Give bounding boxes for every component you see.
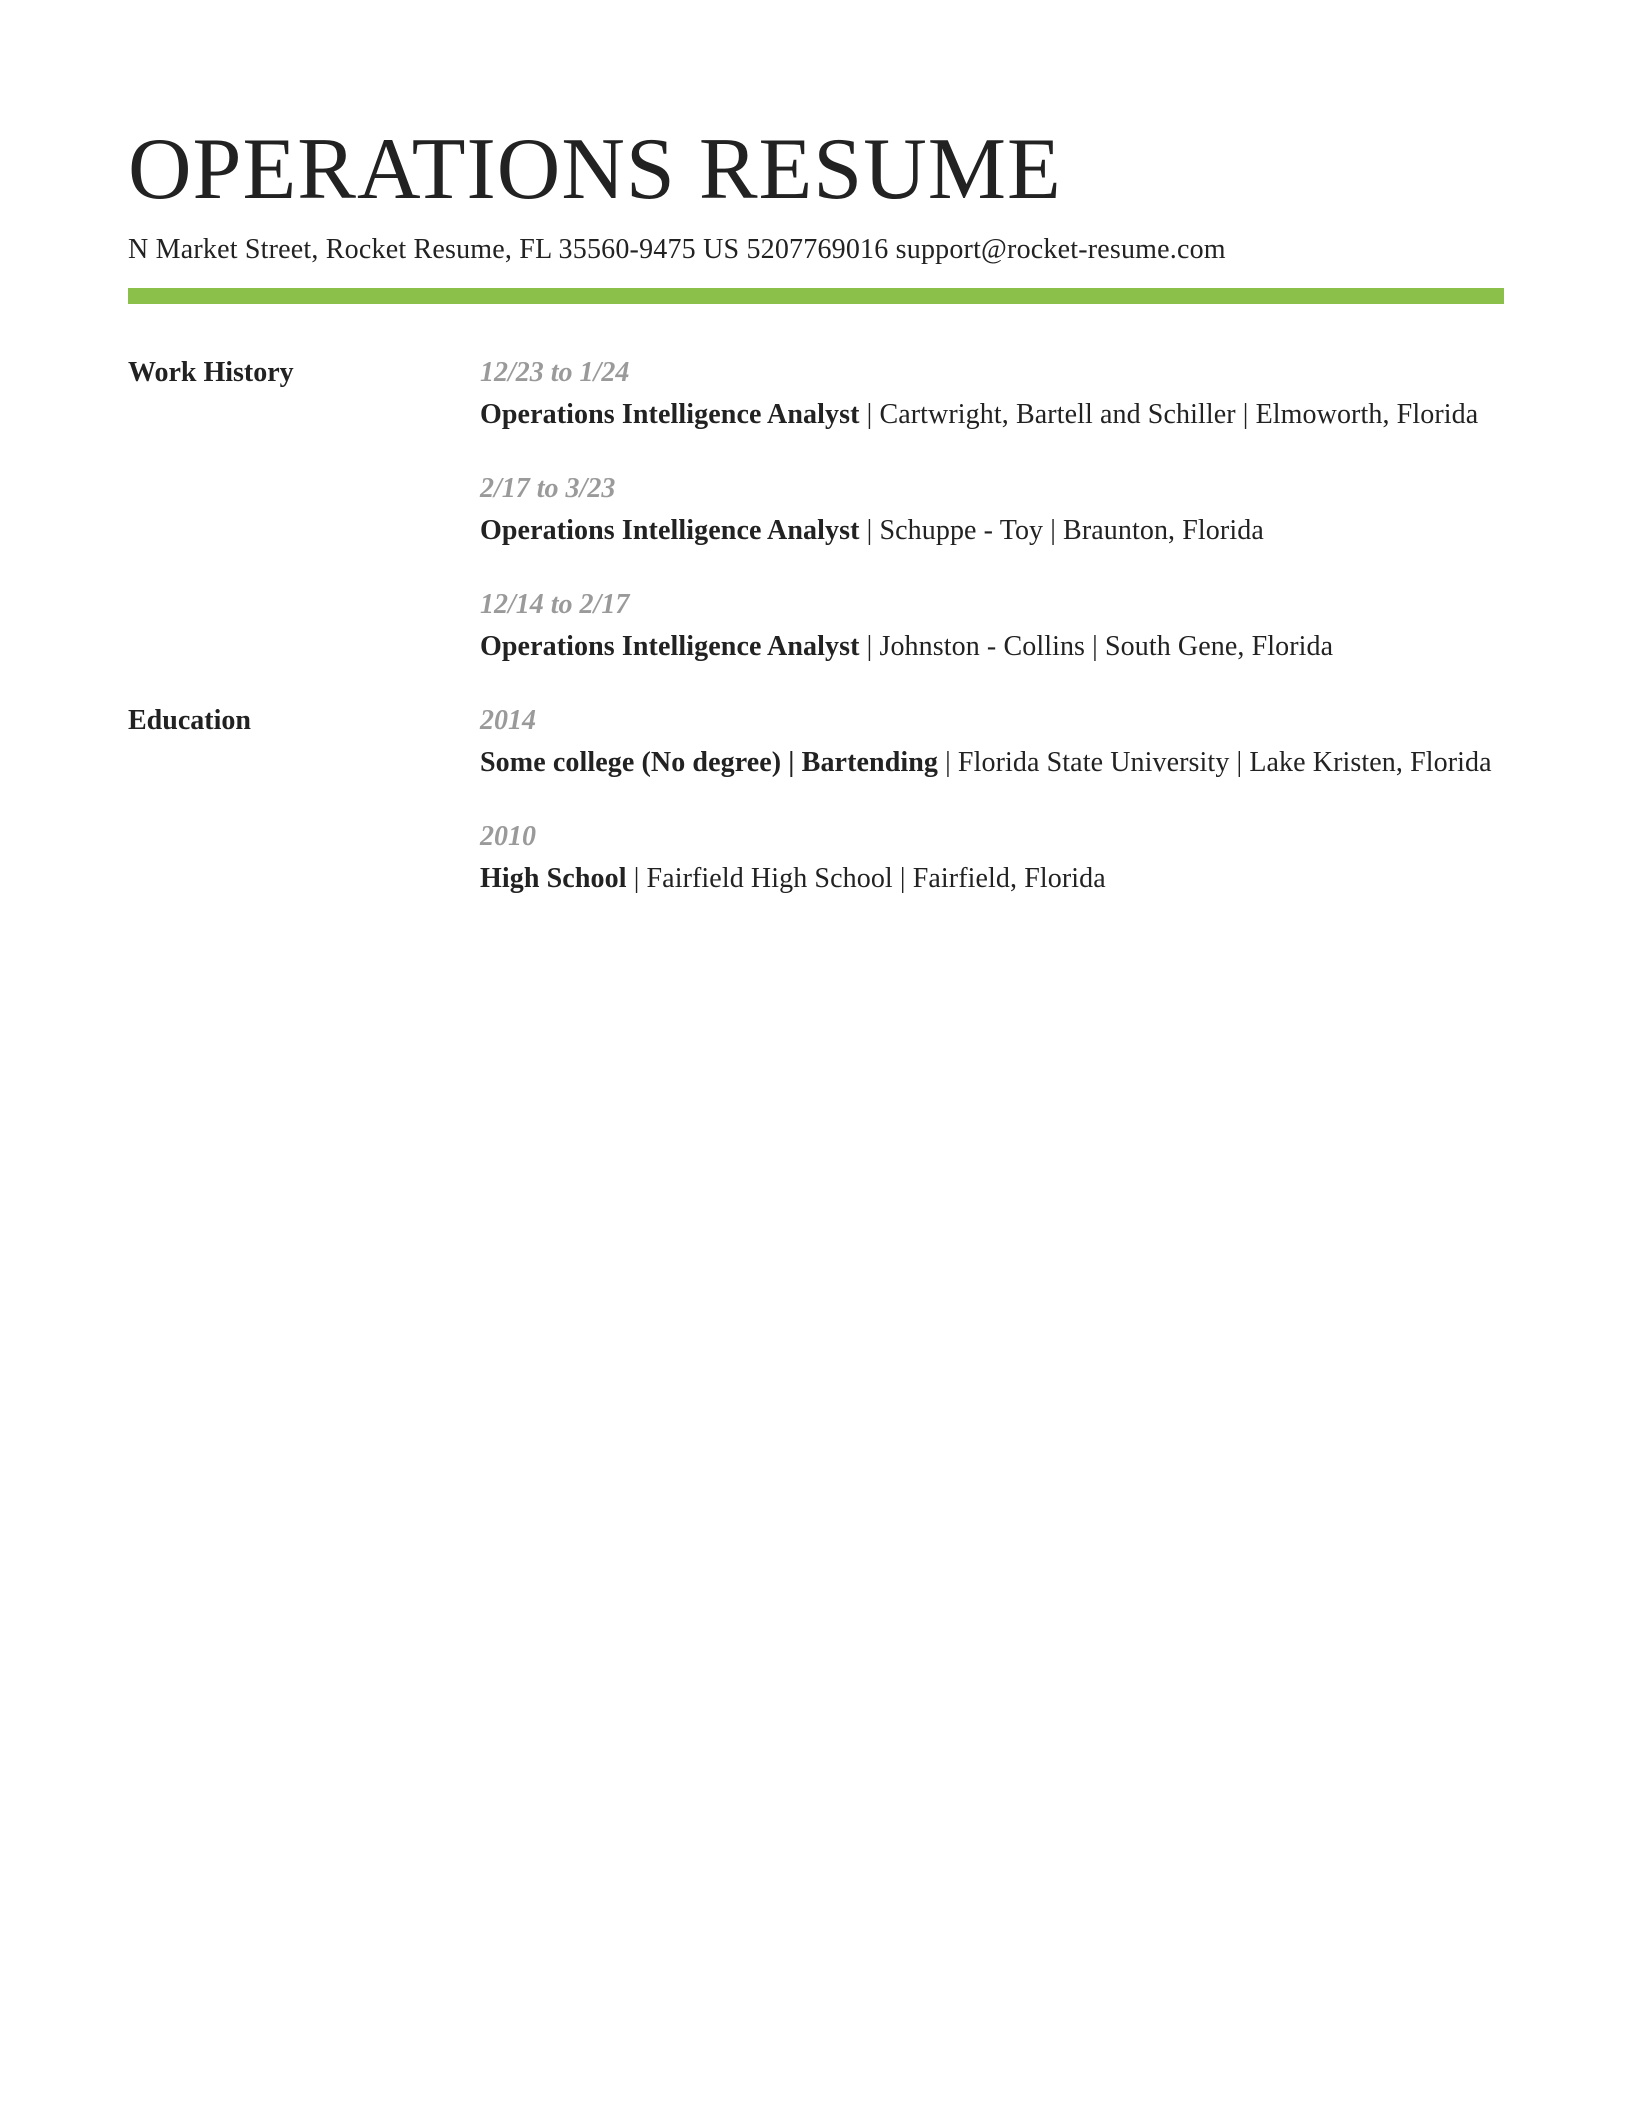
entry-line [480,858,1504,900]
work-history-entries [480,352,1504,700]
entry-title: Operations Intelligence Analyst [480,631,860,662]
entry-date: 2/17 to 3/23 [480,473,616,504]
entry-line [480,510,1504,552]
resume-title: OPERATIONS RESUME [128,121,1062,218]
entry-details: | Johnston - Collins | South Gene, Florida [859,631,1334,662]
entry-details: | Florida State University | Lake Kristen, Florida [938,747,1492,778]
education-section [128,700,1504,932]
entry-line [480,742,1504,784]
section-label-work-history: Work History [128,357,294,388]
entry-date: 2014 [480,705,536,736]
education-entry [480,816,1504,900]
entry-title: Operations Intelligence Analyst [480,399,860,430]
work-history-section [128,352,1504,700]
header-divider [128,288,1504,304]
work-entry [480,584,1504,668]
entry-date: 2010 [480,821,536,852]
education-entries [480,700,1504,932]
entry-line [480,394,1504,436]
entry-title: Some college (No degree) | Bartending [480,747,939,778]
entry-date: 12/23 to 1/24 [480,357,630,388]
entry-line [480,626,1504,668]
resume-page [128,120,1504,932]
work-entry [480,352,1504,436]
contact-line: N Market Street, Rocket Resume, FL 35560-9475 US 5207769016 support@rocket-resume.com [128,234,1226,265]
entry-date: 12/14 to 2/17 [480,589,630,620]
section-label-education: Education [128,705,251,736]
education-entry [480,700,1504,784]
entry-details: | Fairfield High School | Fairfield, Florida [626,863,1106,894]
work-entry [480,468,1504,552]
entry-title: High School [480,863,627,894]
entry-details: | Schuppe - Toy | Braunton, Florida [859,515,1264,546]
entry-title: Operations Intelligence Analyst [480,515,860,546]
entry-details: | Cartwright, Bartell and Schiller | Elmoworth, Florida [859,399,1479,430]
